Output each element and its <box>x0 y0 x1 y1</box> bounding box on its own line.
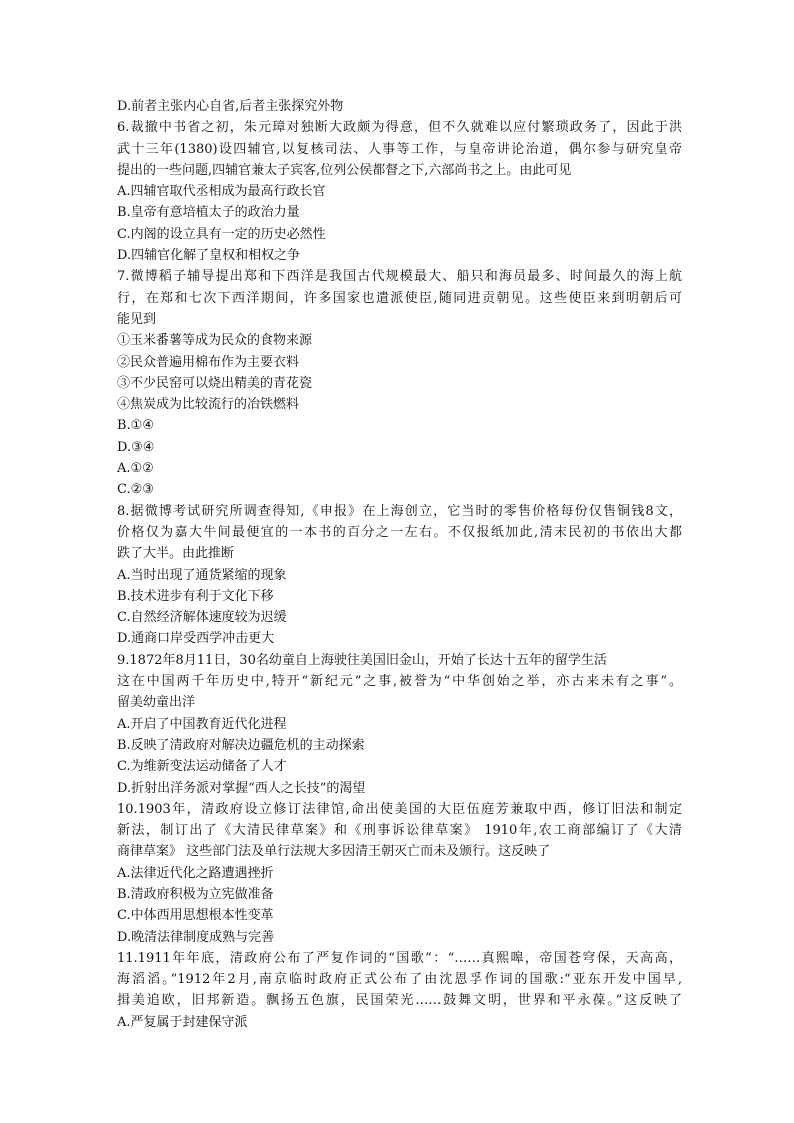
text-line: 提出的一些问题,四辅官兼太子宾客,位列公侯都督之下,六部尚书之上。由此可见 <box>117 162 572 178</box>
text-line: 能见到 <box>117 311 157 327</box>
text-line: 留美幼童出洋 <box>117 695 196 711</box>
text-line: A.开启了中国教育近代化进程 <box>117 716 287 732</box>
text-line: ①玉米番薯等成为民众的食物来源 <box>117 333 313 349</box>
exam-document <box>117 96 682 1033</box>
text-line: C.中体西用思想根本性变革 <box>117 908 274 924</box>
text-line: D.四辅官化解了皇权和相权之争 <box>117 248 301 264</box>
text-line: B.反映了清政府对解决边疆危机的主动探索 <box>117 737 365 753</box>
text-line: 11.1911年年底，清政府公布了严复作词的“国歌”：“……真熙嗥，帝国苍穹保，天高高， <box>117 950 682 966</box>
text-line: A.法律近代化之路遭遇挫折 <box>117 865 274 881</box>
text-line: 7.微博稻子辅导提出郑和下西洋是我国古代规模最大、船只和海员最多、时间最久的海上航 <box>117 269 682 285</box>
text-line: ②民众普遍用棉布作为主要衣料 <box>117 354 300 370</box>
text-line: ③不少民窑可以烧出精美的青花瓷 <box>117 375 313 391</box>
text-line: D.③④ <box>117 439 155 455</box>
text-line: B.清政府积极为立宪做准备 <box>117 886 274 902</box>
text-line: 价格仅为嘉大牛间最便宜的一本书的百分之一左右。不仅报纸加此,清末民初的书依出大都 <box>117 524 682 540</box>
text-line: B.技术进步有利于文化下移 <box>117 588 274 604</box>
text-line: A.当时出现了通货紧缩的现象 <box>117 567 287 583</box>
text-line: A.①② <box>117 461 154 477</box>
text-line: 6.裁撤中书省之初，朱元璋对独断大政颇为得意，但不久就难以应付繁琐政务了，因此于洪 <box>117 120 682 136</box>
text-line: C.为维新变法运动储备了人才 <box>117 759 287 775</box>
text-line: A.严复属于封建保守派 <box>117 1014 248 1030</box>
text-line: 10.1903年，清政府设立修订法律馆,命出使美国的大臣伍庭芳兼取中西，修订旧法和制定 <box>117 801 682 817</box>
text-line: B.皇帝有意培植太子的政治力量 <box>117 205 300 221</box>
text-line: 跌了大半。由此推断 <box>117 546 235 562</box>
text-line: D.折射出洋务派对掌握“西人之长技”的渴望 <box>117 780 366 796</box>
text-line: 武十三年(1380)设四辅官,以复核司法、人事等工作，与皇帝讲论治道，偶尔参与研究皇帝 <box>117 141 682 157</box>
text-line: B.①④ <box>117 418 154 434</box>
text-line: C.内阁的设立具有一定的历史必然性 <box>117 226 326 242</box>
text-line: 这在中国两千年历史中,特开“新纪元”之事,被誉为“中华创始之举，亦古来未有之事”。 <box>117 674 682 690</box>
text-line: D.通商口岸受西学冲击更大 <box>117 631 275 647</box>
text-line: 8.据微博考试研究所调查得知,《申报》在上海创立，它当时的零售价格每份仅售铜钱8文， <box>117 503 682 519</box>
text-line: D.前者主张内心自省,后者主张探究外物 <box>117 99 344 114</box>
text-line: 新法，制订出了《大清民律草案》和《刑事诉讼律草案》 1910年,农工商部编订了《大清 <box>117 823 682 839</box>
text-line: 商律草案》 这些部门法及单行法规大多因清王朝灭亡而未及颁行。这反映了 <box>117 844 551 860</box>
text-line: 海滔滔。”1912年2月,南京临时政府正式公布了由沈恩孚作词的国歌:“亚东开发中国早, <box>117 972 682 988</box>
text-line: 行，在郑和七次下西洋期间，许多国家也遣派使臣,随同进贡朝见。这些使臣来到明朝后可 <box>117 290 682 306</box>
text-line: D.晚清法律制度成熟与完善 <box>117 929 275 945</box>
text-line: A.四辅官取代丞相成为最高行政长官 <box>117 184 326 200</box>
text-line: ④焦炭成为比较流行的冶铁燃料 <box>117 397 300 413</box>
text-line: 揖美追欧，旧邦新造。飘扬五色旗，民国荣光……鼓舞文明，世界和平永葆。”这反映了 <box>117 993 682 1009</box>
text-line: 9.1872年8月11日，30名幼童自上海驶往美国旧金山，开始了长达十五年的留学生活 <box>117 652 607 668</box>
text-line: C.自然经济解体速度较为迟缓 <box>117 610 287 626</box>
text-line: C.②③ <box>117 482 154 498</box>
